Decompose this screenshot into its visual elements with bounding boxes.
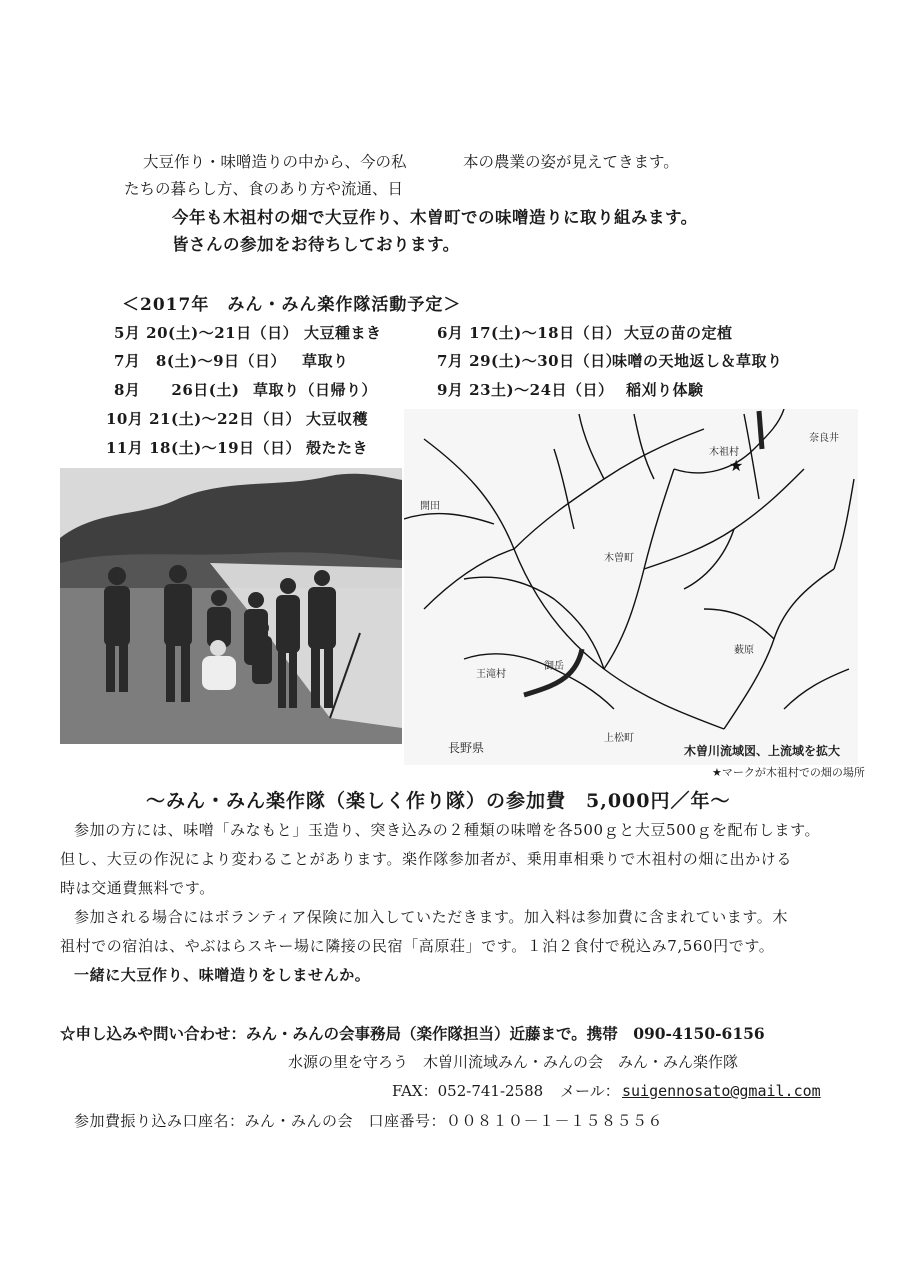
schedule-left-event-1: 草取り: [302, 352, 349, 370]
fee-p1-line3: 時は交通費無料です。: [60, 879, 215, 897]
schedule-left-date-1: 7月 8(土)～9日（日）: [114, 352, 287, 370]
schedule-title: ＜2017年 みん・みん楽作隊活動予定＞: [122, 295, 462, 315]
schedule-left-date-3: 10月 21(土)～22日（日）: [106, 410, 302, 428]
payment-account: 参加費振り込み口座名：みん・みんの会 口座番号：００８１０－１－１５８５５６: [74, 1112, 664, 1130]
group-photo-illustration: [60, 468, 402, 744]
map-label-yabuhara: 薮原: [734, 645, 754, 656]
contact-org: 水源の里を守ろう 木曽川流域みん・みんの会 みん・みん楽作隊: [288, 1053, 739, 1071]
schedule-left-date-2: 8月 26日(土): [114, 381, 240, 399]
schedule-left-date-0: 5月 20(土)～21日（日）: [114, 324, 299, 342]
contact-line: ☆申し込みや問い合わせ：みん・みんの会事務局（楽作隊担当）近藤まで。携帯 090-4150-6156: [60, 1024, 765, 1043]
schedule-right-date-2: 9月 23土)～24日（日）: [437, 381, 614, 399]
schedule-left-event-4: 殻たたき: [306, 439, 369, 457]
map-label-kiso-machi: 木曽町: [604, 553, 634, 564]
intro-line-2: たちの暮らし方、食のあり方や流通、日: [124, 180, 404, 198]
intro-line-4: 皆さんの参加をお待ちしております。: [172, 235, 460, 254]
river-network: [404, 409, 858, 765]
fee-invite: 一緒に大豆作り、味噌造りをしませんか。: [74, 966, 371, 984]
schedule-right-date-1: 7月 29(土)～30日（日）: [437, 352, 622, 370]
fee-p2-line2: 祖村での宿泊は、やぶはらスキー場に隣接の民宿「高原荘」です。１泊２食付で税込み7,560円です。: [60, 937, 775, 955]
contact-mail-link[interactable]: suigennosato@gmail.com: [622, 1082, 821, 1100]
group-photo: [60, 468, 402, 744]
schedule-right-date-0: 6月 17(土)～18日（日）: [437, 324, 622, 342]
intro-line-1b: 本の農業の姿が見えてきます。: [463, 153, 679, 171]
map-label-kiso-mura: 木祖村: [709, 447, 739, 458]
schedule-left-event-2: 草取り（日帰り）: [253, 381, 378, 399]
kiso-river-map: [404, 409, 858, 765]
fee-p1-line2: 但し、大豆の作況により変わることがあります。楽作隊参加者が、乗用車相乗りで木祖村の畑に出かける: [60, 850, 793, 868]
map-label-agematsu: 上松町: [604, 733, 634, 744]
contact-fax: FAX：052-741-2588: [392, 1082, 544, 1100]
schedule-right-event-1: 味噌の天地返し＆草取り: [612, 352, 783, 370]
map-label-mitake: 御岳: [544, 661, 564, 672]
star-marker-icon: ★: [729, 456, 744, 475]
map-label-kaida: 開田: [420, 501, 440, 512]
map-caption: 木曽川流域図、上流域を拡大: [684, 744, 841, 758]
schedule-right-event-0: 大豆の苗の定植: [624, 324, 733, 342]
intro-line-3: 今年も木祖村の畑で大豆作り、木曽町での味噌造りに取り組みます。: [172, 208, 698, 227]
map-label-otaki: 王滝村: [476, 669, 506, 680]
intro-line-1a: 大豆作り・味噌造りの中から、今の私: [143, 153, 407, 171]
map-note: ★マークが木祖村での畑の場所: [712, 766, 865, 779]
map-label-narai: 奈良井: [809, 433, 839, 444]
schedule-left-event-0: 大豆種まき: [304, 324, 382, 342]
map-label-nagano: 長野県: [448, 741, 485, 755]
fee-p2-line1: 参加される場合にはボランティア保険に加入していただきます。加入料は参加費に含まれています。木: [74, 908, 789, 926]
schedule-left-date-4: 11月 18(土)～19日（日）: [106, 439, 302, 457]
fee-title: ～みん・みん楽作隊（楽しく作り隊）の参加費 5,000円／年～: [146, 790, 731, 812]
contact-mail-label: メール：: [560, 1082, 620, 1100]
schedule-left-event-3: 大豆収穫: [306, 410, 369, 428]
schedule-right-event-2: 稲刈り体験: [626, 381, 704, 399]
fee-p1-line1: 参加の方には、味噌「みなもと」玉造り、突き込みの２種類の味噌を各500ｇと大豆500ｇを配布します。: [74, 821, 821, 839]
